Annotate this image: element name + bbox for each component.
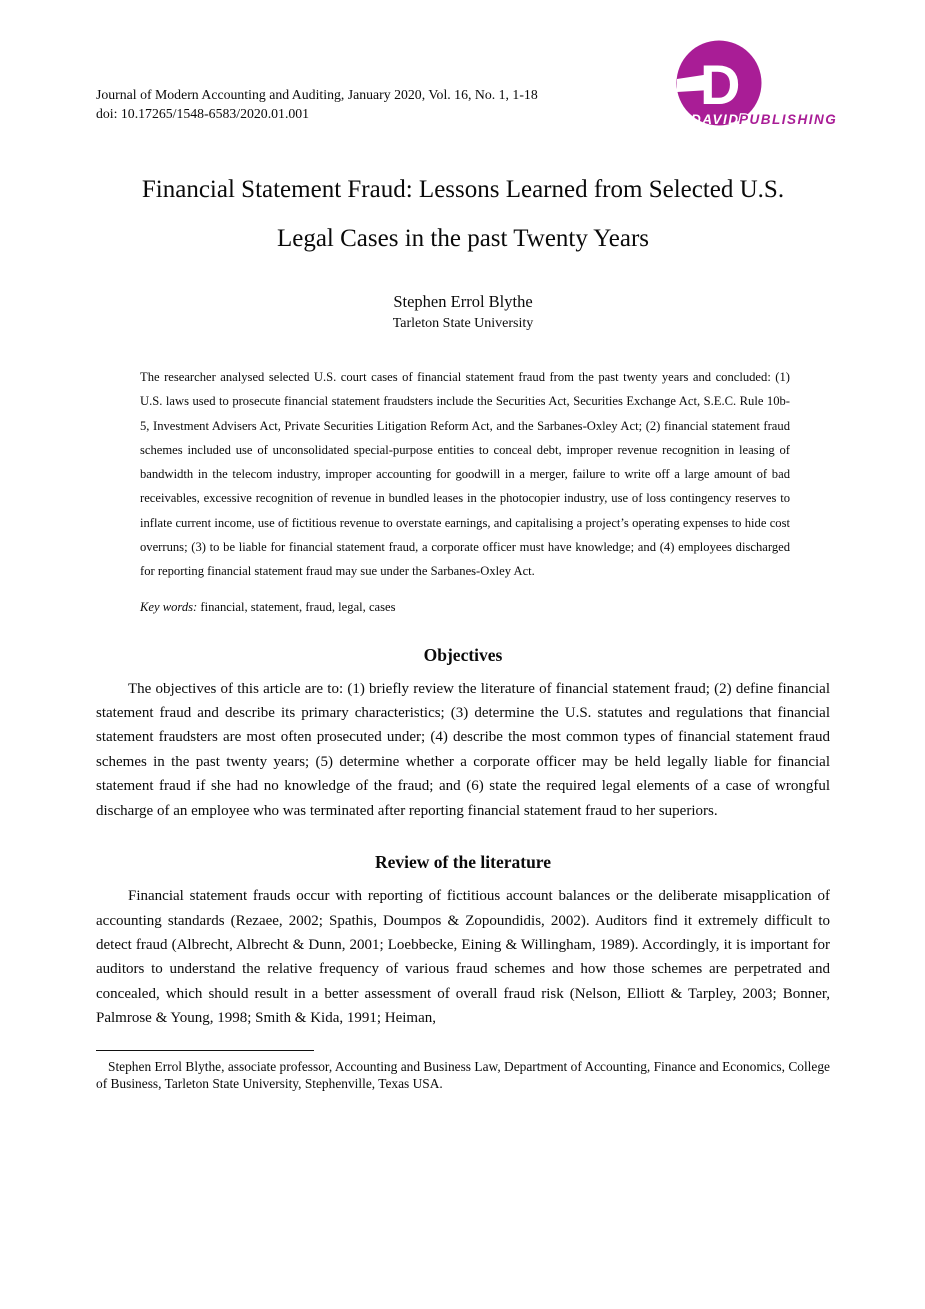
- footnote-rule: [96, 1050, 314, 1051]
- author-affiliation: Tarleton State University: [392, 316, 534, 331]
- logo-brand-publishing: PUBLISHING: [739, 112, 838, 127]
- article-title-line2: Legal Cases in the past Twenty Years: [276, 225, 650, 252]
- section-paragraph-objectives: The objectives of this article are to: (1) briefly review the literature of financial statement fraud; (2) define financial statement fraud and describe its primary characteristics; (3) determine the U.S. statutes and regulations that financial statement fraudsters are most often prosecuted under; (4) describe the most common types of financial statement fraud schemes in the past twenty years; (5) determine whether a corporate officer may be held legally liable for financial statement fraud if she had no knowledge of the fraud; and (6) state the required legal elements of a case of wrongful discharge of an employee who was terminated after reporting financial statement fraud to her superiors.: [96, 680, 830, 819]
- footnote-text: Stephen Errol Blythe, associate professor, Accounting and Business Law, Department of Accounting, Finance and Economics, College of Business, Tarleton State University, Stephenville, Texas USA.: [96, 1058, 830, 1092]
- article-title: [96, 165, 830, 263]
- author-block: [96, 290, 830, 334]
- article-title-line1: Financial Statement Fraud: Lessons Learned from Selected U.S.: [141, 176, 785, 203]
- page-content: [96, 0, 830, 1093]
- author-name: Stephen Errol Blythe: [393, 292, 533, 311]
- journal-citation-line: Journal of Modern Accounting and Auditing, January 2020, Vol. 16, No. 1, 1-18: [96, 87, 538, 102]
- footnote-block: [96, 1050, 830, 1093]
- keywords-value: financial, statement, fraud, legal, cases: [200, 599, 396, 614]
- doi-line: doi: 10.17265/1548-6583/2020.01.001: [96, 106, 310, 121]
- keywords-label: Key words:: [140, 599, 198, 614]
- abstract-text: The researcher analysed selected U.S. court cases of financial statement fraud from the past twenty years and concluded: (1) U.S. laws used to prosecute financial statement fraudsters include the Securities Act, Securities Exchange Act, S.E.C. Rule 10b-5, Investment Advisers Act, Private Securities Litigation Reform Act, and the Sarbanes-Oxley Act; (2) financial statement fraud schemes included use of unconsolidated special-purpose entities to conceal debt, improper revenue recognition in leasing of bandwidth in the telecom industry, improper accounting for goodwill in a merger, failure to write off a large amount of bad receivables, excessive recognition of revenue in bundled leases in the photocopier industry, use of loss contingency reserves to inflate current income, use of fictitious revenue to overstate earnings, and capitalising a project’s operating expenses to hide cost overruns; (3) to be liable for financial statement fraud, a corporate officer must have knowledge; and (4) employees discharged for reporting financial statement fraud may sue under the Sarbanes-Oxley Act.: [140, 370, 790, 579]
- section-paragraph-review: Financial statement frauds occur with reporting of fictitious account balances or the deliberate misapplication of accounting standards (Rezaee, 2002; Spathis, Doumpos & Zopoundidis, 2002). Auditors find it extremely difficult to detect fraud (Albrecht, Albrecht & Dunn, 2001; Loebbecke, Eining & Willingham, 1989). Accordingly, it is important for auditors to understand the relative frequency of various fraud schemes and how those schemes are perpetrated and concealed, which should result in a better assessment of overall fraud risk (Nelson, Elliott & Tarpley, 2003; Bonner, Palmrose & Young, 1998; Smith & Kida, 1991; Heiman,: [96, 888, 830, 1027]
- journal-header: [96, 85, 830, 123]
- logo-d-letter: D: [700, 53, 741, 116]
- logo-brand-david: DAVID: [691, 112, 740, 127]
- keywords-line: [140, 598, 790, 616]
- section-heading-review: Review of the literature: [374, 852, 552, 873]
- section-heading-objectives: Objectives: [423, 644, 503, 665]
